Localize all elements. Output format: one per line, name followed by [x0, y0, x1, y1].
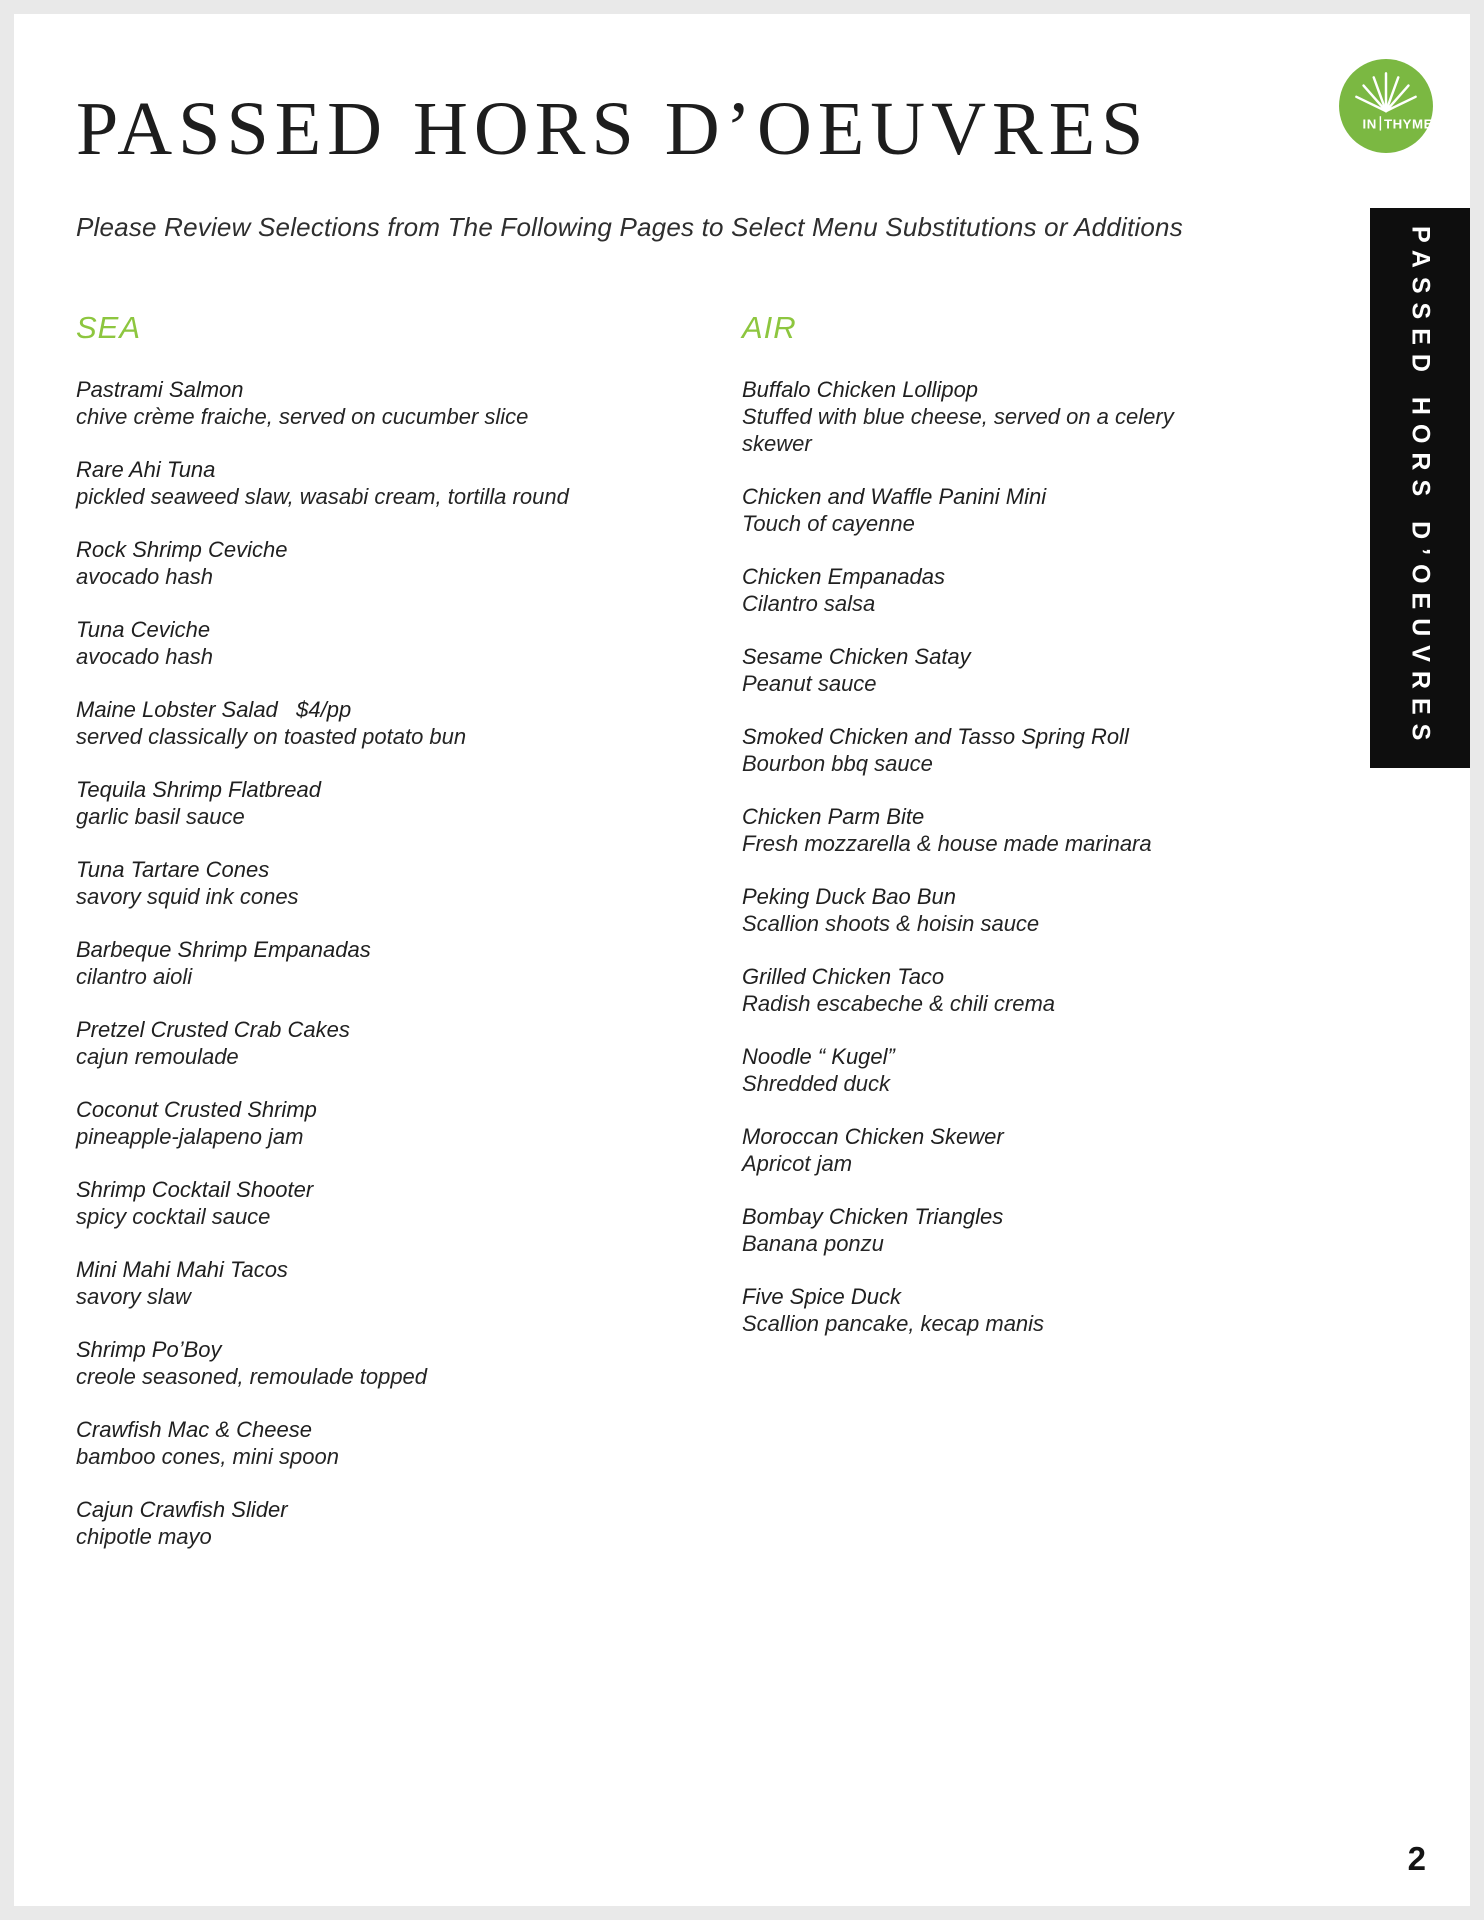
menu-item-name: Tequila Shrimp Flatbread	[76, 777, 321, 802]
menu-item-desc: Touch of cayenne	[742, 511, 915, 536]
menu-item-desc: garlic basil sauce	[76, 804, 245, 829]
section-sea-heading: SEA	[76, 310, 142, 345]
menu-item-desc: chipotle mayo	[76, 1524, 212, 1549]
menu-item	[742, 723, 1242, 777]
menu-item-desc: pickled seaweed slaw, wasabi cream, tortilla round	[76, 484, 569, 509]
menu-item-desc: Shredded duck	[742, 1071, 890, 1096]
menu-item	[742, 883, 1242, 937]
menu-item-desc: chive crème fraiche, served on cucumber slice	[76, 404, 529, 429]
logo-text-in: IN	[1362, 116, 1377, 132]
menu-item-name: Shrimp Cocktail Shooter	[76, 1177, 314, 1202]
menu-item	[76, 536, 576, 590]
menu-page	[14, 14, 1470, 1906]
menu-item-desc: Scallion shoots & hoisin sauce	[742, 911, 1040, 936]
menu-item	[76, 456, 576, 510]
menu-item	[742, 1123, 1242, 1177]
menu-item-name: Grilled Chicken Taco	[742, 964, 945, 989]
section-air	[742, 310, 1242, 1576]
menu-item-name: Buffalo Chicken Lollipop	[742, 377, 979, 402]
menu-item-name: Coconut Crusted Shrimp	[76, 1097, 317, 1122]
menu-item-desc: Scallion pancake, kecap manis	[742, 1311, 1045, 1336]
menu-item	[742, 483, 1242, 537]
menu-item-desc: Bourbon bbq sauce	[742, 751, 933, 776]
menu-item-name: Noodle “ Kugel”	[742, 1044, 895, 1069]
menu-item	[742, 563, 1242, 617]
menu-item	[76, 1496, 576, 1550]
menu-item-name: Chicken Empanadas	[742, 564, 946, 589]
menu-item-name: Chicken and Waffle Panini Mini	[742, 484, 1047, 509]
air-items-list	[742, 376, 1242, 1337]
menu-item-desc: cilantro aioli	[76, 964, 193, 989]
menu-item-name: Tuna Tartare Cones	[76, 857, 270, 882]
menu-item-desc: savory squid ink cones	[76, 884, 299, 909]
menu-item-name: Cajun Crawfish Slider	[76, 1497, 288, 1522]
menu-columns	[76, 310, 1242, 1576]
menu-item-desc: cajun remoulade	[76, 1044, 239, 1069]
menu-item-desc: avocado hash	[76, 644, 213, 669]
section-air-heading: AIR	[742, 310, 797, 345]
menu-item	[742, 643, 1242, 697]
menu-item	[742, 803, 1242, 857]
menu-item	[76, 696, 576, 750]
menu-item	[76, 1016, 576, 1070]
menu-item-desc: Cilantro salsa	[742, 591, 876, 616]
sea-items-list	[76, 376, 576, 1550]
page-title: PASSED HORS D’OEUVRES	[76, 87, 1150, 171]
menu-item	[742, 1203, 1242, 1257]
menu-item-name: Mini Mahi Mahi Tacos	[76, 1257, 288, 1282]
page-subtitle: Please Review Selections from The Following Pages to Select Menu Substitutions or Additions	[76, 212, 1183, 242]
menu-item	[76, 1096, 576, 1150]
inthyme-logo	[1338, 58, 1434, 154]
menu-item	[742, 963, 1242, 1017]
menu-item	[76, 856, 576, 910]
menu-item	[76, 1336, 576, 1390]
menu-item-name: Pastrami Salmon	[76, 377, 244, 402]
menu-item-name: Shrimp Po’Boy	[76, 1337, 222, 1362]
menu-item-name: Bombay Chicken Triangles	[742, 1204, 1004, 1229]
page-number: 2	[1407, 1840, 1426, 1877]
menu-item-desc: Stuffed with blue cheese, served on a celery skewer	[742, 404, 1174, 456]
menu-item-name: Moroccan Chicken Skewer	[742, 1124, 1004, 1149]
menu-item-desc: pineapple-jalapeno jam	[76, 1124, 304, 1149]
section-sea	[76, 310, 576, 1576]
menu-item	[76, 376, 576, 430]
menu-item-name: Rock Shrimp Ceviche	[76, 537, 288, 562]
menu-item-desc: creole seasoned, remoulade topped	[76, 1364, 428, 1389]
menu-item	[742, 376, 1242, 457]
menu-item	[76, 1176, 576, 1230]
menu-item-name: Barbeque Shrimp Empanadas	[76, 937, 371, 962]
logo-text-thyme: THYME	[1383, 116, 1433, 132]
menu-item-name: Five Spice Duck	[742, 1284, 901, 1309]
menu-item-name: Rare Ahi Tuna	[76, 457, 216, 482]
menu-item-name: Crawfish Mac & Cheese	[76, 1417, 312, 1442]
menu-item	[76, 1416, 576, 1470]
menu-item	[76, 776, 576, 830]
menu-item	[76, 616, 576, 670]
menu-item-name: Smoked Chicken and Tasso Spring Roll	[742, 724, 1129, 749]
menu-item-desc: savory slaw	[76, 1284, 191, 1309]
side-banner-text: PASSED HORS D’OEUVRES	[1406, 226, 1435, 750]
menu-item-desc: avocado hash	[76, 564, 213, 589]
menu-item-name: Chicken Parm Bite	[742, 804, 925, 829]
menu-item-name: Pretzel Crusted Crab Cakes	[76, 1017, 350, 1042]
menu-item-desc: Radish escabeche & chili crema	[742, 991, 1056, 1016]
side-banner	[1370, 208, 1470, 768]
menu-item-name: Tuna Ceviche	[76, 617, 211, 642]
menu-item-desc: bamboo cones, mini spoon	[76, 1444, 339, 1469]
menu-item	[76, 936, 576, 990]
menu-item-desc: spicy cocktail sauce	[76, 1204, 271, 1229]
menu-item-desc: Banana ponzu	[742, 1231, 884, 1256]
menu-item	[76, 1256, 576, 1310]
menu-item-name: Peking Duck Bao Bun	[742, 884, 957, 909]
menu-item-desc: Apricot jam	[742, 1151, 853, 1176]
menu-item-name: Sesame Chicken Satay	[742, 644, 971, 669]
menu-item	[742, 1283, 1242, 1337]
menu-item-desc: Peanut sauce	[742, 671, 877, 696]
menu-item	[742, 1043, 1242, 1097]
menu-item-name: Maine Lobster Salad $4/pp	[76, 697, 352, 722]
menu-item-desc: Fresh mozzarella & house made marinara	[742, 831, 1152, 856]
menu-item-desc: served classically on toasted potato bun	[76, 724, 467, 749]
